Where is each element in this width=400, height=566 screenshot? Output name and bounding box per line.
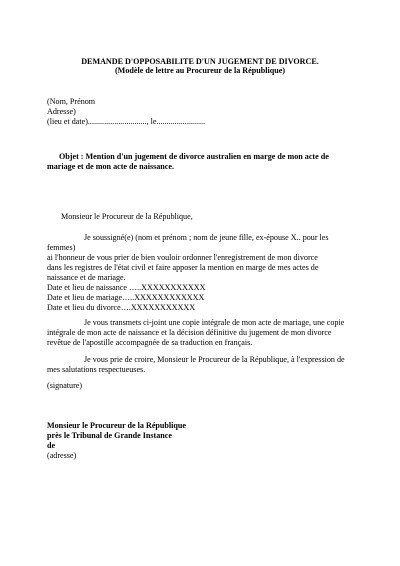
request-line-3: ai l'honneur de vous prier de bien vouloir ordonner l'enregistrement de mon divorce [47, 253, 318, 262]
request-paragraph [47, 233, 359, 313]
sender-address-line: Adresse) [47, 107, 76, 116]
signature-placeholder: (signature) [47, 381, 83, 390]
recipient-title: Monsieur le Procureur de la République [47, 421, 187, 430]
document-title: DEMANDE D'OPPOSABILITE D'UN JUGEMENT DE DIVORCE. [81, 57, 319, 66]
transmit-line-2: intégrale de mon acte de naissance et la décision définitive du jugement de mon divorce [47, 328, 332, 337]
request-line-5: naissance et de mariage. [47, 273, 126, 282]
request-line-2: femmes) [47, 243, 76, 252]
transmit-line-3: revêtue de l'apostille accompagnée de sa traduction en français. [47, 338, 253, 347]
transmit-paragraph [47, 318, 359, 348]
marriage-date-place: Date et lieu de mariage…..XXXXXXXXXXXX [47, 293, 205, 302]
subject-block [47, 152, 359, 172]
closing-line-1: Je vous prie de croire, Monsieur le Procureur de la République, à l'expression de [84, 355, 345, 364]
sender-place-date-line: (lieu et date)............................., le........................ [47, 117, 206, 126]
document-subtitle: (Modèle de lettre au Procureur de la République) [114, 66, 286, 75]
transmit-line-1: Je vous transmets ci-joint une copie intégrale de mon acte de mariage, une copie [84, 318, 345, 327]
sender-block [47, 97, 205, 127]
subject-line-1: Objet : Mention d'un jugement de divorce australien en marge de mon acte de [59, 152, 329, 161]
subject-line-2: mariage et de mon acte de naissance. [47, 162, 175, 171]
request-line-1: Je soussigné(e) (nom et prénom ; nom de jeune fille, ex-épouse X.. pour les [84, 233, 329, 242]
recipient-address: (adresse) [47, 451, 77, 460]
recipient-block [47, 421, 186, 461]
closing-line-2: mes salutations respectueuses. [47, 365, 146, 374]
recipient-city: de [47, 441, 56, 450]
recipient-court: près le Tribunal de Grande Instance [47, 431, 172, 440]
birth-date-place: Date et lieu de naissance …..XXXXXXXXXXX [47, 283, 206, 292]
closing-paragraph [47, 355, 359, 375]
divorce-date-place: Date et lieu du divorce….XXXXXXXXXXX [47, 303, 196, 312]
sender-name-line: (Nom, Prénom [47, 97, 96, 106]
request-line-4: dans les registres de l'état civil et faire apposer la mention en marge de mes actes de [47, 263, 319, 272]
salutation: Monsieur le Procureur de la République, [61, 212, 193, 221]
